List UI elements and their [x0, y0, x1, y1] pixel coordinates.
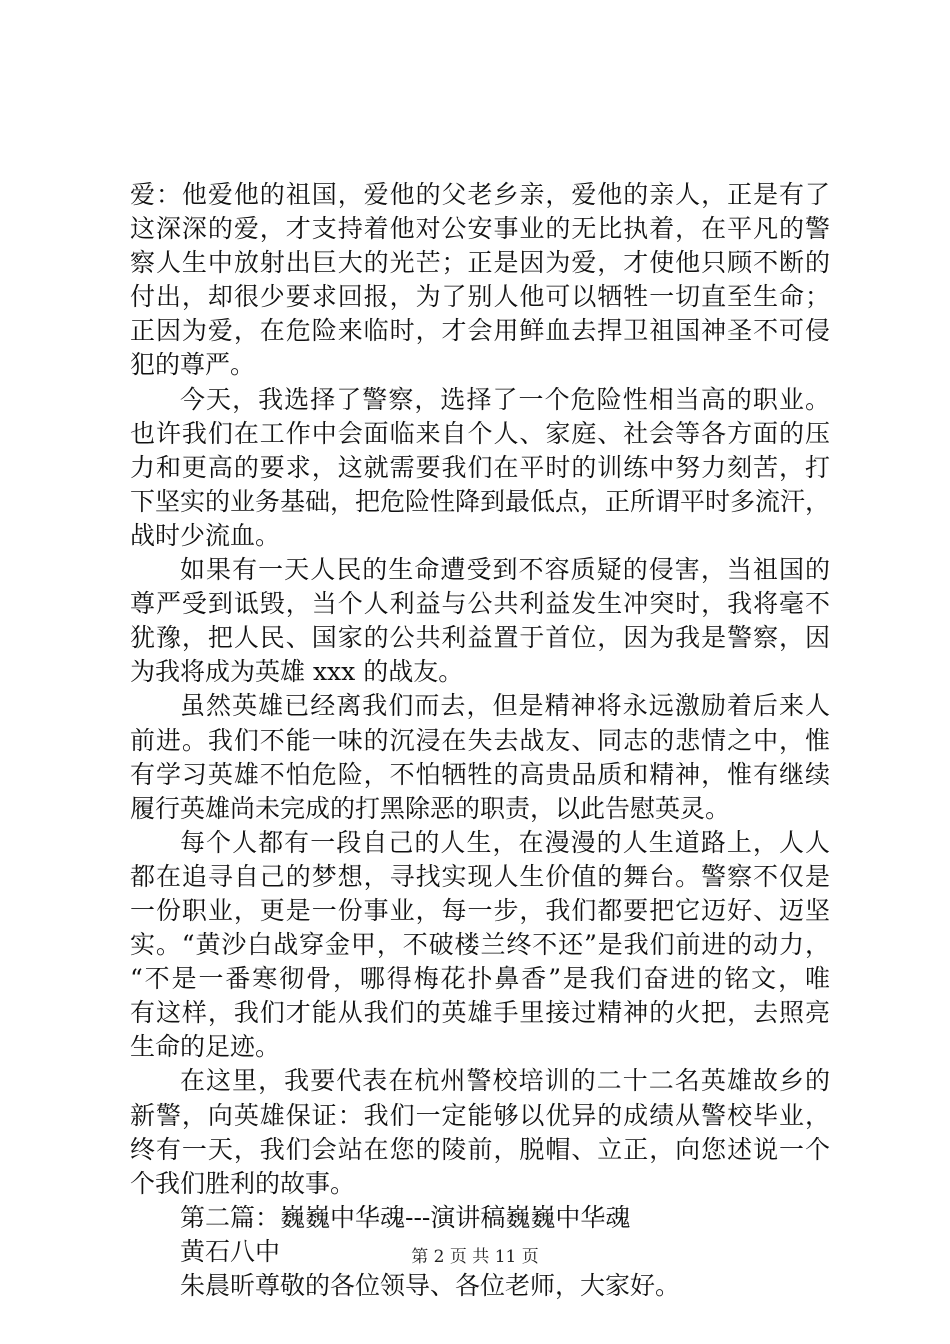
text-line: 爱：他爱他的祖国，爱他的父老乡亲，爱他的亲人，正是有了: [130, 180, 830, 209]
text-line: 有这样，我们才能从我们的英雄手里接过精神的火把，去照亮: [130, 998, 830, 1028]
text-line: “不是一番寒彻骨，哪得梅花扑鼻香”是我们奋进的铭文，唯: [130, 964, 830, 994]
text-line: 履行英雄尚未完成的打黑除恶的职责，以此告慰英灵。: [130, 793, 731, 823]
text-line: 黄石八中: [180, 1236, 281, 1266]
text-line: 生命的足迹。: [130, 1032, 281, 1062]
text-line: 终有一天，我们会站在您的陵前，脱帽、立正，向您述说一个: [130, 1134, 830, 1164]
text-line: 每个人都有一段自己的人生，在漫漫的人生道路上，人人: [180, 827, 830, 857]
text-line: 如果有一天人民的生命遭受到不容质疑的侵害，当祖国的: [180, 555, 830, 585]
document-body: [130, 178, 830, 1303]
text-line: 也许我们在工作中会面临来自个人、家庭、社会等各方面的压: [130, 418, 830, 448]
text-line: 正因为爱，在危险来临时，才会用鲜血去捍卫祖国神圣不可侵: [130, 316, 830, 346]
text-line: 有学习英雄不怕危险，不怕牺牲的高贵品质和精神，惟有继续: [130, 759, 830, 789]
text-line: 力和更高的要求，这就需要我们在平时的训练中努力刻苦，打: [130, 452, 830, 482]
text-line: 个我们胜利的故事。: [130, 1168, 356, 1198]
text-line: 虽然英雄已经离我们而去，但是精神将永远激励着后来人: [180, 691, 830, 721]
text-line: 第二篇：巍巍中华魂---演讲稿巍巍中华魂: [180, 1202, 631, 1232]
text-line: 察人生中放射出巨大的光芒；正是因为爱，才使他只顾不断的: [130, 248, 830, 278]
text-line: 犯的尊严。: [130, 350, 256, 380]
text-line: 一份职业，更是一份事业，每一步，我们都要把它迈好、迈坚: [130, 895, 830, 925]
text-line: 新警，向英雄保证：我们一定能够以优异的成绩从警校毕业，: [130, 1100, 830, 1130]
text-line: 都在追寻自己的梦想，寻找实现人生价值的舞台。警察不仅是: [130, 861, 830, 891]
text-line: 犹豫，把人民、国家的公共利益置于首位，因为我是警察，因: [130, 623, 830, 653]
text-line: 下坚实的业务基础，把危险性降到最低点，正所谓平时多流汗，: [130, 486, 831, 516]
text-line: 前进。我们不能一味的沉浸在失去战友、同志的悲情之中，惟: [130, 725, 830, 755]
text-line: 在这里，我要代表在杭州警校培训的二十二名英雄故乡的: [180, 1066, 830, 1096]
text-line: 战时少流血。: [130, 520, 281, 550]
text-line: 今天，我选择了警察，选择了一个危险性相当高的职业。: [180, 384, 830, 414]
page-footer: 第 2 页 共 11 页: [411, 1247, 539, 1267]
text-line: 朱晨昕尊敬的各位领导、各位老师，大家好。: [180, 1271, 681, 1300]
text-line: 这深深的爱，才支持着他对公安事业的无比执着，在平凡的警: [130, 214, 830, 244]
text-line: 为我将成为英雄 xxx 的战友。: [130, 657, 464, 687]
text-line: 付出，却很少要求回报，为了别人他可以牺牲一切直至生命；: [130, 282, 830, 312]
text-line: 尊严受到诋毁，当个人利益与公共利益发生冲突时，我将毫不: [130, 589, 830, 619]
text-line: 实。“黄沙白战穿金甲，不破楼兰终不还”是我们前进的动力，: [130, 930, 830, 960]
